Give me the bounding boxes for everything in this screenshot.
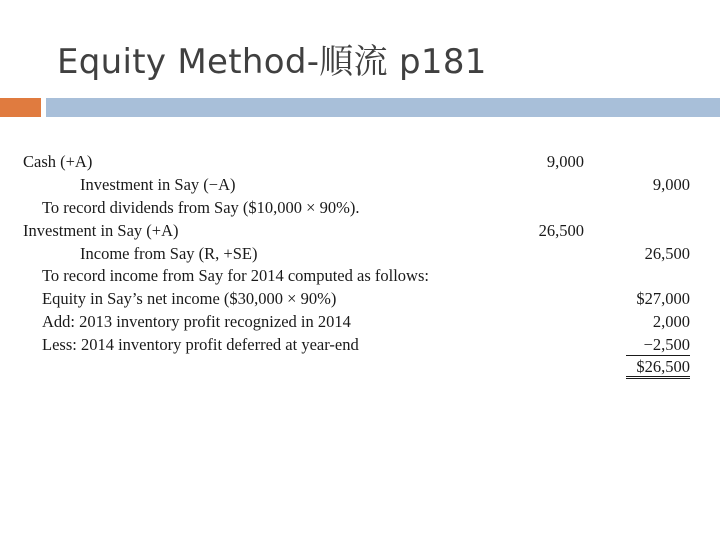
entry1-debit-account: Cash (+A) [23,152,93,171]
entry1-credit-account: Investment in Say (−A) [80,175,236,194]
entry2-credit-account: Income from Say (R, +SE) [80,244,258,263]
computation-label: Equity in Say’s net income ($30,000 × 90%) [42,289,337,308]
entry2-debit-amount: 26,500 [538,221,584,240]
computation-label: Add: 2013 inventory profit recognized in 2014 [42,312,351,331]
computation-label: Less: 2014 inventory profit deferred at year-end [42,335,359,354]
entry1-credit-amount: 9,000 [652,175,690,194]
entry1-debit-amount: 9,000 [546,152,584,171]
computation-amount: 2,000 [652,312,690,331]
entry2-debit-account: Investment in Say (+A) [23,221,179,240]
computation-amount: $27,000 [636,289,690,308]
entry2-credit-amount: 26,500 [644,244,690,263]
entry1-memo: To record dividends from Say ($10,000 × 90%). [42,198,360,217]
entry2-memo: To record income from Say for 2014 computed as follows: [42,266,429,285]
computation-total: $26,500 [626,357,690,379]
computation-amount: −2,500 [626,335,690,356]
slide-title: Equity Method-順流 p181 [57,42,487,82]
